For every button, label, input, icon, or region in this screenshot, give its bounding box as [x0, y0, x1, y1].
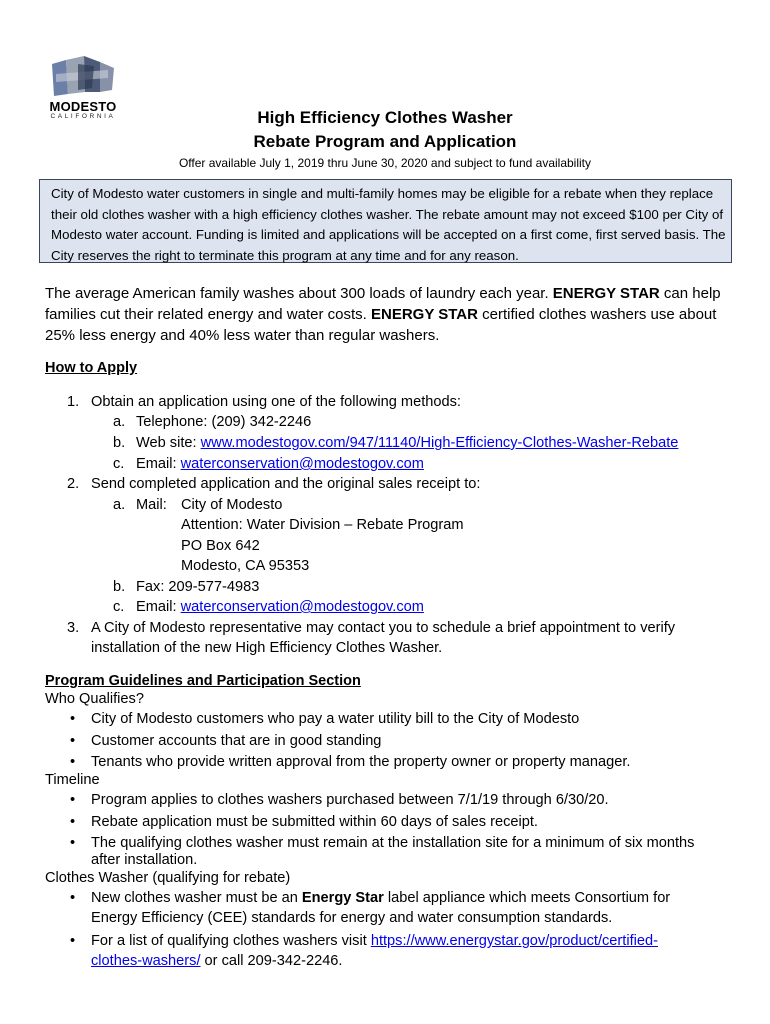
energy-star-bold-2: ENERGY STAR [371, 306, 478, 323]
website-line [136, 433, 678, 453]
intro-text-2: can help families cut their related energy and water costs. [45, 285, 721, 323]
mail-label: Mail: [136, 497, 167, 513]
mail-address-line-4: Modesto, CA 95353 [181, 558, 310, 574]
website-label: Web site: [136, 435, 201, 451]
intro-paragraph [45, 283, 735, 346]
guidelines-heading: Program Guidelines and Participation Section [45, 673, 361, 689]
eligibility-text: City of Modesto water customers in single and multi-family homes may be eligible for a rebate when they replace their old clothes washer with a high efficiency clothes washer. The rebate amount may not exceed $100 per City of Modesto water account. Funding is limited and applications will be accepted on a first come, first served basis. The City reserves the right to terminate this program at any time and for any reason. [51, 186, 726, 263]
step-3-text-line1: A City of Modesto representative may contact you to schedule a brief appointment to verify [91, 620, 676, 636]
step-2-text: Send completed application and the original sales receipt to: [91, 476, 481, 492]
offer-subtitle: Offer available July 1, 2019 thru June 30, 2020 and subject to fund availability [178, 156, 592, 170]
washer-item1-post: label appliance which meets Consortium for [383, 890, 671, 906]
step-1c-letter: c. [113, 456, 125, 472]
fax-text: Fax: 209-577-4983 [136, 579, 260, 595]
step-3-number: 3. [67, 620, 80, 636]
email-link-2[interactable]: waterconservation@modestogov.com [180, 599, 424, 615]
list-item: • Program applies to clothes washers purchased between 7/1/19 through 6/30/20. [91, 790, 609, 810]
page-title-line1: High Efficiency Clothes Washer [257, 108, 513, 127]
energy-star-bold-1: ENERGY STAR [552, 285, 660, 302]
email-label-2: Email: [136, 599, 181, 615]
energy-star-link[interactable]: https://www.energystar.gov/product/certified- [370, 933, 658, 949]
step-1b-letter: b. [113, 435, 126, 451]
step-1-number: 1. [67, 394, 80, 410]
energy-star-link-cont[interactable]: clothes-washers/ [91, 953, 201, 969]
mail-address-line-1: City of Modesto [181, 497, 283, 513]
intro-text-3: certified clothes washers use about 25% less energy and 40% less water than regular washers. [45, 306, 717, 344]
email-line-1 [136, 454, 424, 474]
clothes-washer-label: Clothes Washer (qualifying for rebate) [45, 870, 291, 886]
list-item: • Rebate application must be submitted within 60 days of sales receipt. [91, 812, 538, 832]
list-item [91, 888, 670, 908]
how-to-apply-heading: How to Apply [45, 360, 138, 376]
energy-star-bold-3: Energy Star [301, 890, 384, 906]
mail-address-line-3: PO Box 642 [181, 538, 260, 554]
who-qualifies-label: Who Qualifies? [45, 691, 144, 707]
washer-item2-post: or call 209-342-2246. [200, 953, 343, 969]
eligibility-info-box [39, 179, 732, 263]
step-1a-letter: a. [113, 414, 126, 430]
timeline-label: Timeline [45, 772, 100, 788]
telephone-text: Telephone: (209) 342-2246 [136, 414, 312, 430]
list-item [91, 931, 658, 951]
list-item: • City of Modesto customers who pay a water utility bill to the City of Modesto [91, 709, 579, 729]
step-3-text-line2: installation of the new High Efficiency Clothes Washer. [91, 640, 443, 656]
email-link-1[interactable]: waterconservation@modestogov.com [180, 456, 424, 472]
washer-item1-pre: New clothes washer must be an [91, 890, 302, 906]
logo-name: MODESTO [49, 99, 117, 114]
step-2-number: 2. [67, 476, 80, 492]
list-item-continuation: Energy Efficiency (CEE) standards for energy and water consumption standards. [91, 910, 613, 926]
list-item-continuation [91, 951, 342, 971]
list-item: • Customer accounts that are in good standing [91, 731, 381, 751]
email-line-2 [136, 597, 424, 617]
logo-subtitle: CALIFORNIA [50, 113, 116, 120]
step-2c-letter: c. [113, 599, 125, 615]
step-2a-letter: a. [113, 497, 126, 513]
step-2b-letter: b. [113, 579, 126, 595]
intro-text-1: The average American family washes about 300 loads of laundry each year. [45, 285, 553, 302]
step-1-text: Obtain an application using one of the following methods: [91, 394, 461, 410]
list-item: • Tenants who provide written approval from the property owner or property manager. [91, 752, 630, 772]
website-link[interactable]: www.modestogov.com/947/11140/High-Efficiency-Clothes-Washer-Rebate [200, 435, 679, 451]
washer-item2-pre: For a list of qualifying clothes washers visit [91, 933, 371, 949]
email-label-1: Email: [136, 456, 181, 472]
mail-address-line-2: Attention: Water Division – Rebate Program [181, 517, 464, 533]
page-title-line2: Rebate Program and Application [253, 132, 517, 151]
list-item: • The qualifying clothes washer must remain at the installation site for a minimum of six months [91, 833, 694, 853]
list-item-continuation: after installation. [91, 852, 198, 868]
